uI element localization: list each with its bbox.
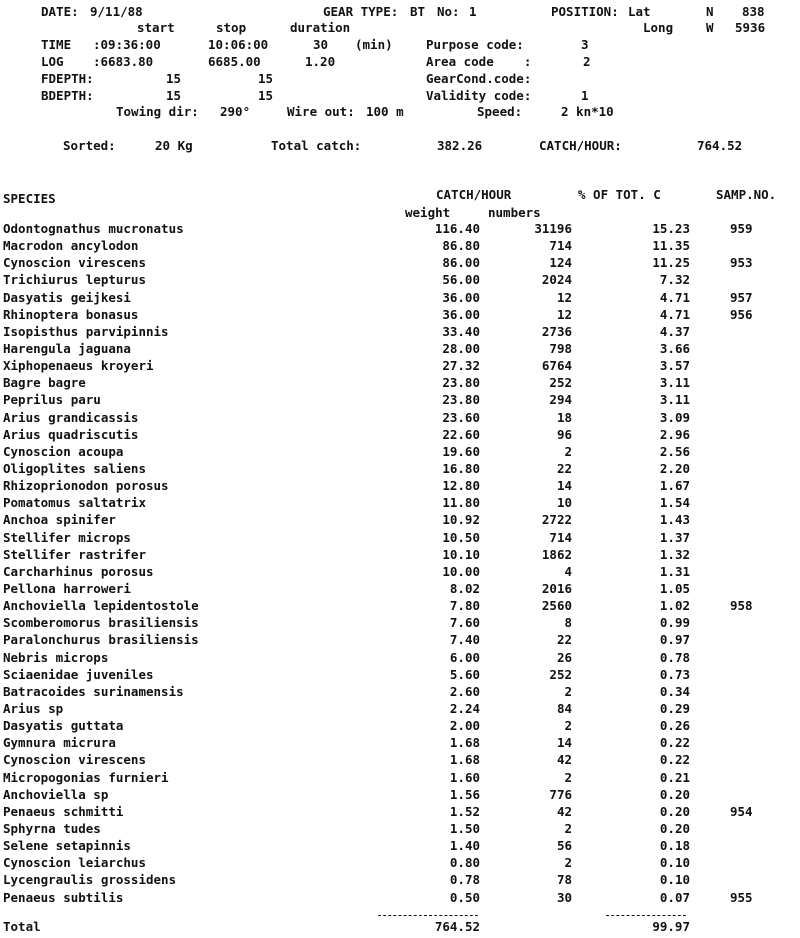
area-code-value: 2: [583, 54, 591, 69]
catch-weight: 1.56: [449, 786, 480, 802]
species-name: Stellifer rastrifer: [3, 546, 146, 562]
species-name: Micropogonias furnieri: [3, 769, 169, 785]
species-name: Isopisthus parvipinnis: [3, 323, 169, 339]
catch-weight: 16.80: [442, 461, 480, 476]
catch-numbers: 6764: [541, 358, 572, 374]
percent-of-total: 1.43: [659, 512, 690, 528]
table-row: [0, 409, 800, 429]
catch-numbers: 2: [564, 443, 572, 459]
catch-weight: 36.00: [442, 289, 480, 305]
percent-of-total-column-header: % OF TOT. C: [578, 187, 661, 202]
percent-of-total: 1.31: [659, 563, 690, 579]
catch-weight: 6.00: [449, 649, 480, 665]
catch-numbers: 714: [549, 529, 572, 545]
percent-of-total: 1.02: [659, 598, 690, 614]
numbers-column-header: numbers: [488, 205, 541, 220]
catch-numbers: 8: [564, 615, 572, 631]
time-duration: 30: [313, 37, 329, 52]
species-name: Penaeus schmitti: [3, 803, 124, 819]
long-hemisphere: W: [706, 20, 714, 35]
percent-of-total: 0.20: [659, 820, 690, 836]
date-label: DATE:: [41, 4, 79, 19]
position-label: POSITION:: [551, 4, 619, 19]
percent-of-total: 1.67: [659, 478, 690, 494]
percent-of-total: 3.66: [659, 341, 690, 356]
species-name: Trichiurus lepturus: [3, 272, 146, 288]
catch-numbers: 2016: [541, 580, 572, 596]
sample-number: 958: [730, 598, 753, 614]
speed-value: 2 kn*10: [561, 104, 614, 119]
gearcond-code-label: GearCond.code:: [426, 71, 532, 86]
wire-out-value: 100 m: [366, 104, 404, 119]
fdepth-stop: 15: [258, 71, 274, 86]
catch-numbers: 42: [556, 752, 572, 768]
species-name: Stellifer microps: [3, 529, 131, 545]
species-name: Arius sp: [3, 700, 64, 716]
species-name: Selene setapinnis: [3, 838, 131, 853]
species-name: Cynoscion leiarchus: [3, 855, 146, 871]
catch-weight: 36.00: [442, 306, 480, 322]
species-name: Gymnura micrura: [3, 735, 116, 751]
species-name: Anchoa spinifer: [3, 512, 116, 528]
species-name: Bagre bagre: [3, 375, 86, 391]
percent-of-total: 15.23: [652, 221, 690, 236]
catch-weight: 2.60: [449, 683, 480, 699]
species-name: Penaeus subtilis: [3, 889, 124, 905]
catch-weight: 33.40: [442, 323, 480, 339]
catch-numbers: 2: [564, 855, 572, 871]
catch-weight: 0.80: [449, 855, 480, 871]
catch-weight: 10.92: [442, 512, 480, 528]
table-row: [0, 874, 800, 891]
species-name: Sciaenidae juveniles: [3, 666, 154, 682]
species-name: Arius grandicassis: [3, 409, 139, 425]
percent-of-total: 2.96: [659, 426, 690, 442]
wire-out-label: Wire out:: [287, 104, 355, 119]
catch-numbers: 776: [549, 786, 572, 802]
catch-weight: 22.60: [442, 426, 480, 442]
catch-numbers: 56: [556, 838, 572, 853]
log-label: LOG: [41, 54, 64, 69]
sample-number: 955: [730, 889, 753, 905]
species-name: Harengula jaguana: [3, 341, 131, 356]
percent-of-total: 1.05: [659, 580, 690, 596]
percent-of-total: 4.37: [659, 323, 690, 339]
catch-weight: 0.78: [449, 872, 480, 888]
species-name: Pellona harroweri: [3, 580, 131, 596]
catch-numbers: 2560: [541, 598, 572, 614]
catch-numbers: 84: [556, 700, 572, 716]
table-row: [0, 769, 800, 789]
catch-numbers: 14: [556, 735, 572, 751]
catch-weight: 12.80: [442, 478, 480, 494]
catch-numbers: 252: [549, 375, 572, 391]
total-catch-value: 382.26: [437, 138, 483, 153]
bdepth-stop: 15: [258, 88, 274, 103]
catch-weight: 2.24: [449, 700, 480, 716]
catch-numbers: 12: [556, 306, 572, 322]
catch-weight: 23.60: [442, 409, 480, 425]
percent-of-total: 1.37: [659, 529, 690, 545]
catch-numbers: 96: [556, 426, 572, 442]
lat-hemisphere: N: [706, 4, 714, 19]
species-name: Rhizoprionodon porosus: [3, 478, 169, 494]
weight-column-header: weight: [405, 205, 451, 220]
sorted-value: 20 Kg: [155, 138, 193, 153]
species-name: Dasyatis geijkesi: [3, 289, 131, 305]
catch-numbers: 12: [556, 289, 572, 305]
percent-of-total: 0.97: [659, 632, 690, 648]
catch-weight: 19.60: [442, 443, 480, 459]
total-label: Total: [3, 919, 41, 934]
catch-numbers: 26: [556, 649, 572, 665]
percent-of-total: 0.10: [659, 872, 690, 888]
catch-weight: 116.40: [434, 221, 480, 236]
percent-of-total: 0.22: [659, 752, 690, 768]
species-name: Nebris microps: [3, 649, 109, 665]
percent-of-total: 0.73: [659, 666, 690, 682]
catch-numbers: 124: [549, 255, 572, 271]
towing-dir-label: Towing dir:: [116, 104, 199, 119]
gear-type-value: BT: [410, 4, 426, 19]
percent-of-total: 4.71: [659, 289, 690, 305]
catch-numbers: 2: [564, 718, 572, 734]
catch-weight: 27.32: [442, 358, 480, 374]
sample-number: 953: [730, 255, 753, 271]
log-start: :6683.80: [93, 54, 154, 69]
bdepth-label: BDEPTH:: [41, 88, 94, 103]
no-label: No:: [437, 4, 460, 19]
table-row: [0, 754, 800, 771]
species-name: Anchoviella lepidentostole: [3, 598, 199, 614]
catch-per-hour-label: CATCH/HOUR:: [539, 138, 622, 153]
percent-of-total: 3.11: [659, 375, 690, 391]
sample-number: 954: [730, 803, 753, 819]
catch-weight: 1.60: [449, 769, 480, 785]
catch-weight: 10.00: [442, 563, 480, 579]
catch-numbers: 10: [556, 495, 572, 511]
species-name: Oligoplites saliens: [3, 461, 146, 476]
speed-label: Speed:: [477, 104, 523, 119]
table-row: [0, 514, 800, 531]
catch-weight: 7.80: [449, 598, 480, 614]
sample-number-column-header: SAMP.NO.: [716, 187, 777, 202]
catch-numbers: 2722: [541, 512, 572, 528]
catch-weight: 1.68: [449, 735, 480, 751]
catch-numbers: 22: [556, 632, 572, 648]
percent-of-total: 2.20: [659, 461, 690, 476]
catch-numbers: 2: [564, 820, 572, 836]
time-start: :09:36:00: [93, 37, 161, 52]
table-row: [0, 889, 800, 909]
percent-of-total: 0.20: [659, 803, 690, 819]
catch-numbers: 294: [549, 392, 572, 408]
catch-weight: 7.60: [449, 615, 480, 631]
sample-number: 956: [730, 306, 753, 322]
catch-numbers: 252: [549, 666, 572, 682]
purpose-code-label: Purpose code:: [426, 37, 524, 52]
sorted-label: Sorted:: [63, 138, 116, 153]
time-stop: 10:06:00: [208, 37, 269, 52]
catch-weight: 11.80: [442, 495, 480, 511]
catch-numbers: 2: [564, 769, 572, 785]
percent-of-total: 0.34: [659, 683, 690, 699]
gear-type-label: GEAR TYPE:: [323, 4, 399, 19]
catch-numbers: 78: [556, 872, 572, 888]
catch-weight: 7.40: [449, 632, 480, 648]
towing-dir-value: 290°: [220, 104, 251, 119]
species-name: Cynoscion acoupa: [3, 443, 124, 459]
fdepth-label: FDEPTH:: [41, 71, 94, 86]
species-name: Odontognathus mucronatus: [3, 221, 184, 236]
sample-number: 959: [730, 221, 753, 236]
species-name: Cynoscion virescens: [3, 255, 146, 271]
area-code-label: Area code :: [426, 54, 532, 69]
percent-of-total: 0.18: [659, 838, 690, 853]
species-name: Carcharhinus porosus: [3, 563, 154, 579]
table-row: [0, 529, 800, 549]
lat-value: 838: [742, 4, 765, 19]
species-name: Paralonchurus brasiliensis: [3, 632, 199, 648]
long-label: Long: [643, 20, 674, 35]
column-start-label: start: [137, 20, 175, 35]
species-column-header: SPECIES: [3, 191, 56, 206]
catch-weight: 1.52: [449, 803, 480, 819]
species-name: Scomberomorus brasiliensis: [3, 615, 199, 631]
catch-numbers: 18: [556, 409, 572, 425]
weight-total-rule: [378, 915, 478, 916]
table-row: [0, 634, 800, 651]
catch-numbers: 2024: [541, 272, 572, 288]
percent-of-total: 3.11: [659, 392, 690, 408]
catch-per-hour-value: 764.52: [697, 138, 743, 153]
species-name: Batracoides surinamensis: [3, 683, 184, 699]
validity-code-label: Validity code:: [426, 88, 532, 103]
sample-number: 957: [730, 289, 753, 305]
percent-of-total: 0.78: [659, 649, 690, 665]
percent-of-total: 7.32: [659, 272, 690, 288]
catch-weight: 23.80: [442, 392, 480, 408]
species-name: Pomatomus saltatrix: [3, 495, 146, 511]
species-name: Macrodon ancylodon: [3, 238, 139, 254]
catch-weight: 10.10: [442, 546, 480, 562]
total-weight: 764.52: [434, 919, 480, 934]
catch-weight: 23.80: [442, 375, 480, 391]
catch-numbers: 42: [556, 803, 572, 819]
table-row: [0, 274, 800, 291]
table-row: [0, 649, 800, 669]
catch-weight: 86.00: [442, 255, 480, 271]
catch-weight: 1.40: [449, 838, 480, 853]
catch-weight: 5.60: [449, 666, 480, 682]
species-name: Arius quadriscutis: [3, 426, 139, 442]
fdepth-start: 15: [166, 71, 182, 86]
catch-numbers: 1862: [541, 546, 572, 562]
bdepth-start: 15: [166, 88, 182, 103]
date-value: 9/11/88: [90, 4, 143, 19]
catch-numbers: 2736: [541, 323, 572, 339]
percent-of-total: 4.71: [659, 306, 690, 322]
catch-numbers: 30: [556, 889, 572, 905]
log-stop: 6685.00: [208, 54, 261, 69]
total-percent: 99.97: [652, 919, 690, 934]
catch-numbers: 714: [549, 238, 572, 254]
percent-of-total: 0.22: [659, 735, 690, 751]
percent-of-total: 0.29: [659, 700, 690, 716]
catch-numbers: 31196: [534, 221, 572, 236]
percent-of-total: 0.26: [659, 718, 690, 734]
percent-of-total: 0.21: [659, 769, 690, 785]
total-catch-label: Total catch:: [271, 138, 362, 153]
catch-numbers: 4: [564, 563, 572, 579]
catch-weight: 28.00: [442, 341, 480, 356]
species-name: Xiphopenaeus kroyeri: [3, 358, 154, 374]
catch-weight: 56.00: [442, 272, 480, 288]
no-value: 1: [469, 4, 477, 19]
percent-of-total: 1.32: [659, 546, 690, 562]
column-duration-label: duration: [290, 20, 351, 35]
species-name: Dasyatis guttata: [3, 718, 124, 734]
species-name: Cynoscion virescens: [3, 752, 146, 768]
percent-of-total: 2.56: [659, 443, 690, 459]
long-value: 5936: [735, 20, 766, 35]
species-name: Anchoviella sp: [3, 786, 109, 802]
catch-weight: 10.50: [442, 529, 480, 545]
percent-of-total: 0.20: [659, 786, 690, 802]
column-stop-label: stop: [216, 20, 247, 35]
catch-weight: 2.00: [449, 718, 480, 734]
time-label: TIME: [41, 37, 72, 52]
species-name: Peprilus paru: [3, 392, 101, 408]
percent-of-total: 1.54: [659, 495, 690, 511]
catch-weight: 86.80: [442, 238, 480, 254]
percent-of-total: 3.57: [659, 358, 690, 374]
lat-label: Lat: [628, 4, 651, 19]
catch-weight: 1.68: [449, 752, 480, 768]
catch-weight: 8.02: [449, 580, 480, 596]
validity-code-value: 1: [581, 88, 589, 103]
percent-of-total: 11.25: [652, 255, 690, 271]
percent-of-total: 0.07: [659, 889, 690, 905]
table-row: [0, 394, 800, 411]
catch-per-hour-column-header: CATCH/HOUR: [436, 187, 512, 202]
percent-of-total: 0.99: [659, 615, 690, 631]
catch-numbers: 2: [564, 683, 572, 699]
catch-numbers: 22: [556, 461, 572, 476]
time-unit: (min): [355, 37, 393, 52]
catch-weight: 1.50: [449, 820, 480, 836]
percent-total-rule: [606, 915, 686, 916]
catch-weight: 0.50: [449, 889, 480, 905]
species-name: Rhinoptera bonasus: [3, 306, 139, 322]
species-name: Lycengraulis grossidens: [3, 872, 177, 888]
percent-of-total: 11.35: [652, 238, 690, 254]
percent-of-total: 0.10: [659, 855, 690, 871]
catch-numbers: 798: [549, 341, 572, 356]
purpose-code-value: 3: [581, 37, 589, 52]
percent-of-total: 3.09: [659, 409, 690, 425]
catch-numbers: 14: [556, 478, 572, 494]
log-duration: 1.20: [305, 54, 336, 69]
species-name: Sphyrna tudes: [3, 820, 101, 836]
